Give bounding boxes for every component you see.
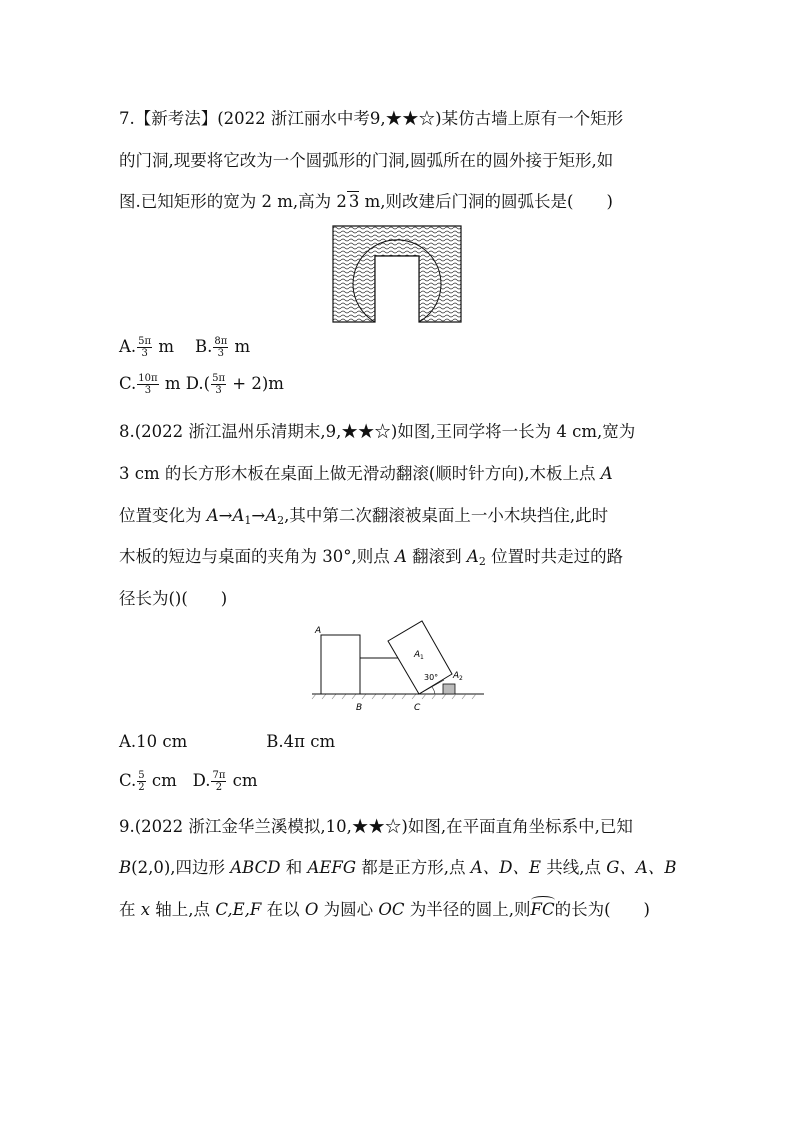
option-c-label: C. [119,771,137,790]
option-c-label: C. [119,374,137,393]
q7-options-ab: A. $\frac{5\pi}{3}$ m B. $\frac{8\pi}{3}$ m [119,336,251,359]
q8-line-3: 位置变化为 $A\to A_1\to A_2$,其中第二次翻滚被桌面上一小木块挡住,此时 [119,506,609,527]
q9-line-2: B(2,0),四边形 ABCD 和 AEFG 都是正方形,点 A、D、E 共线,点 G、A、B [119,858,677,877]
option-b: B.4π cm [266,732,336,751]
label-c: C [414,703,421,713]
label-30-degrees: 30° [424,673,439,682]
arc-fc: FC [530,900,555,919]
q8-line-5: 径长为()( ) [119,589,228,608]
q9-line-1: 9.(2022 浙江金华兰溪模拟,10,★★☆)如图,在平面直角坐标系中,已知 [119,817,633,836]
label-a: A [315,626,322,636]
option-b-label: B. [195,337,213,356]
svg-text:2: 2 [459,675,463,682]
q8-line-2: 3 cm 的长方形木板在桌面上做无滑动翻滚(顺时针方向),木板上点 A [119,464,613,483]
option-d-label: D.( [185,374,211,393]
q9-line-3: 在 x 轴上,点 C,E,F 在以 O 为圆心 OC 为半径的圆上,则FC的长为( ) [119,900,650,919]
q7-line-2: 的门洞,现要将它改为一个圆弧形的门洞,圆弧所在的圆外接于矩形,如 [119,151,614,170]
q7-line-3b: m,则改建后门洞的圆弧长是( ) [359,192,613,211]
q7-line-1: 7.【新考法】(2022 浙江丽水中考9,★★☆)某仿古墙上原有一个矩形 [119,109,624,128]
option-a-label: A. [119,337,137,356]
q7-options-cd: C. $\frac{10\pi}{3}$ m D.( $\frac{5\pi}{3}$ + 2)m [119,373,284,396]
option-c-fraction: $\frac{5}{2}$ [138,770,145,793]
option-d-fraction: $\frac{7\pi}{2}$ [212,770,226,793]
q8-line-4: 木板的短边与桌面的夹角为 30°,则点 A 翻滚到 $A_2$ 位置时共走过的路 [119,547,624,568]
label-a1: A [414,650,421,660]
option-a-fraction: $\frac{5\pi}{3}$ [138,336,152,359]
option-a: A.10 cm [119,732,188,751]
option-d-fraction: $\frac{5\pi}{3}$ [212,373,226,396]
q8-options-cd: C. $\frac{5}{2}$ cm D. $\frac{7\pi}{2}$ cm [119,770,258,793]
option-c-fraction: $\frac{10\pi}{3}$ [138,373,158,396]
option-b-fraction: $\frac{8\pi}{3}$ [214,336,228,359]
sqrt-3: 3 [348,192,360,211]
q7-arch-door-figure [333,226,461,322]
q8-options-ab [119,731,335,753]
option-d-label: D. [192,771,211,790]
q8-rolling-board-figure [310,616,490,716]
label-a2: A [453,671,460,681]
q7-line-3 [119,191,613,213]
q8-line-1: 8.(2022 浙江温州乐清期末,9,★★☆)如图,王同学将一长为 4 cm,宽为 [119,422,636,441]
label-b: B [356,703,363,713]
svg-text:1: 1 [420,654,424,661]
q7-line-3a: 图.已知矩形的宽为 2 m,高为 2 [119,192,347,211]
